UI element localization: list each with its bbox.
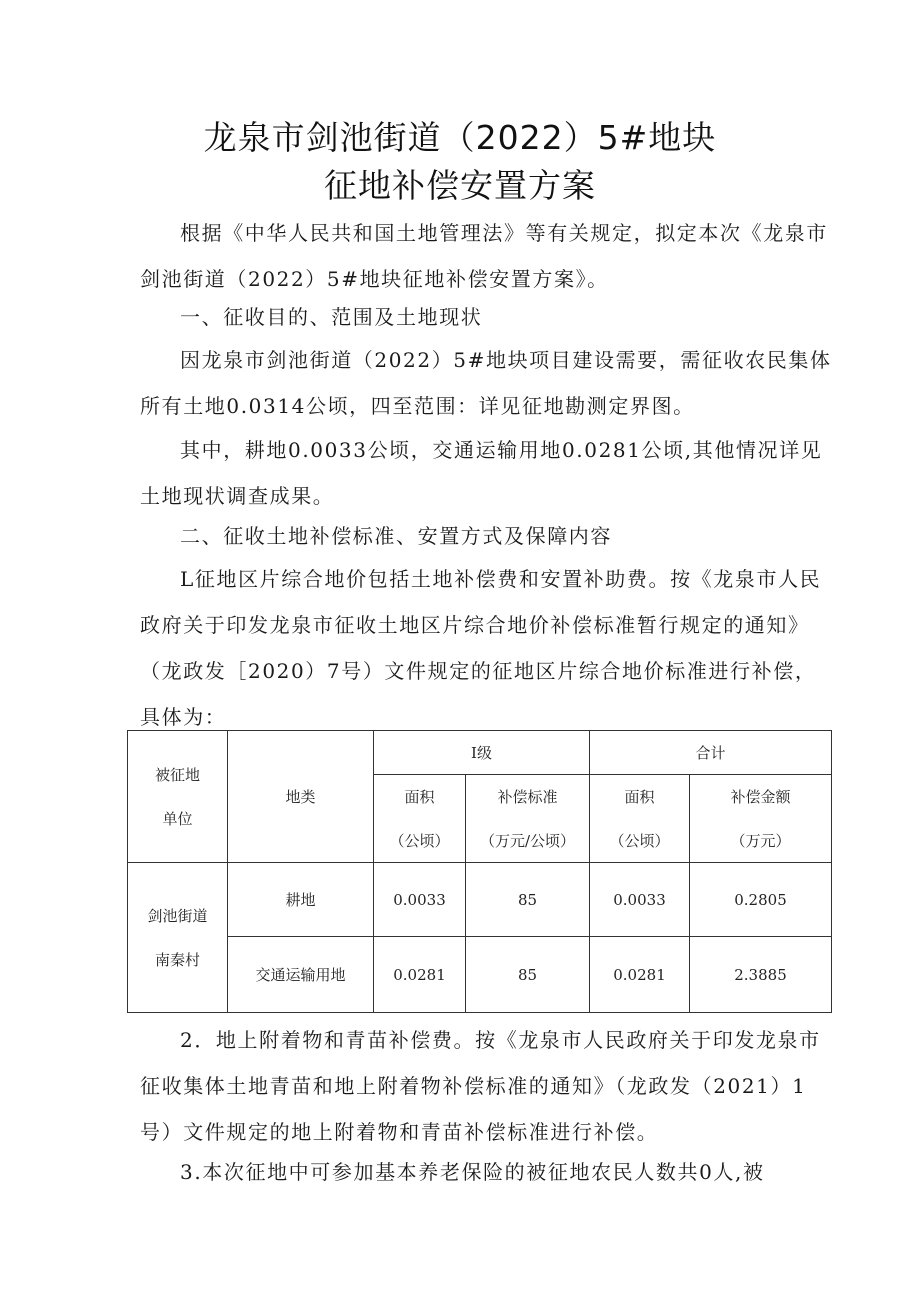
unit-name-line1: 剑池街道 (147, 906, 208, 925)
landtype-cell: 交通运输用地 (228, 937, 374, 1013)
amount-unit: （万元） (730, 831, 791, 850)
unit-name-line2: 南秦村 (154, 950, 200, 969)
purpose-paragraph: 因龙泉市剑池街道（2022）5#地块项目建设需要，需征收农民集体所有土地0.0314公顷，四至范围：详见征地勘测定界图。 (140, 348, 832, 418)
total-area-label: 面积 (624, 787, 655, 806)
area-cell: 0.0281 (374, 937, 466, 1013)
std-cell: 85 (466, 937, 590, 1013)
area-header-cell (374, 775, 466, 863)
total-area-unit: （公顷） (609, 831, 670, 850)
intro-paragraph: 根据《中华人民共和国土地管理法》等有关规定，拟定本次《龙泉市剑池街道（2022）5#地块征地补偿安置方案》。 (140, 221, 828, 291)
landtype-cell: 耕地 (228, 863, 374, 937)
unit-header-line2: 单位 (162, 809, 193, 828)
landtype-header-cell: 地类 (228, 731, 374, 863)
area-cell: 0.0033 (374, 863, 466, 937)
level-header-cell: Ⅰ级 (374, 731, 590, 775)
area-label: 面积 (404, 787, 435, 806)
document-title-line1: 龙泉市剑池街道（2022）5#地块 (203, 118, 717, 157)
compensation-table (127, 730, 832, 1013)
total-area-cell: 0.0033 (590, 863, 690, 937)
unit-header-cell (128, 731, 228, 863)
std-header-cell (466, 775, 590, 863)
unit-name-cell (128, 863, 228, 1013)
section1-heading: 一、征收目的、范围及土地现状 (180, 305, 483, 329)
amount-label: 补偿金额 (730, 787, 791, 806)
detail-paragraph: 其中，耕地0.0033公顷，交通运输用地0.0281公顷,其他情况详见土地现状调查成果。 (140, 438, 823, 508)
document-title-line2: 征地补偿安置方案 (324, 166, 596, 205)
amount-cell: 2.3885 (690, 937, 832, 1013)
table-row (128, 863, 832, 937)
std-cell: 85 (466, 863, 590, 937)
total-area-header-cell (590, 775, 690, 863)
table-row (128, 937, 832, 1013)
amount-cell: 0.2805 (690, 863, 832, 937)
amount-header-cell (690, 775, 832, 863)
table-header-row (128, 731, 832, 775)
std-label: 补偿标准 (497, 787, 558, 806)
section2-heading: 二、征收土地补偿标准、安置方式及保障内容 (180, 524, 612, 548)
item1-paragraph: L征地区片综合地价包括土地补偿费和安置补助费。按《龙泉市人民政府关于印发龙泉市征收土地区片综合地价补偿标准暂行规定的通知》（龙政发［2020）7号）文件规定的征地区片综合地价标准进行补偿，具体为： (140, 567, 822, 729)
std-unit: （万元/公顷） (479, 831, 576, 850)
item3-paragraph: 3.本次征地中可参加基本养老保险的被征地农民人数共0人,被 (180, 1160, 765, 1184)
item2-paragraph: 2．地上附着物和青苗补偿费。按《龙泉市人民政府关于印发龙泉市征收集体土地青苗和地上附着物补偿标准的通知》（龙政发（2021）1号）文件规定的地上附着物和青苗补偿标准进行补偿。 (140, 1028, 821, 1144)
area-unit: （公顷） (389, 831, 450, 850)
total-area-cell: 0.0281 (590, 937, 690, 1013)
total-header-cell: 合计 (590, 731, 832, 775)
unit-header-line1: 被征地 (154, 765, 200, 784)
